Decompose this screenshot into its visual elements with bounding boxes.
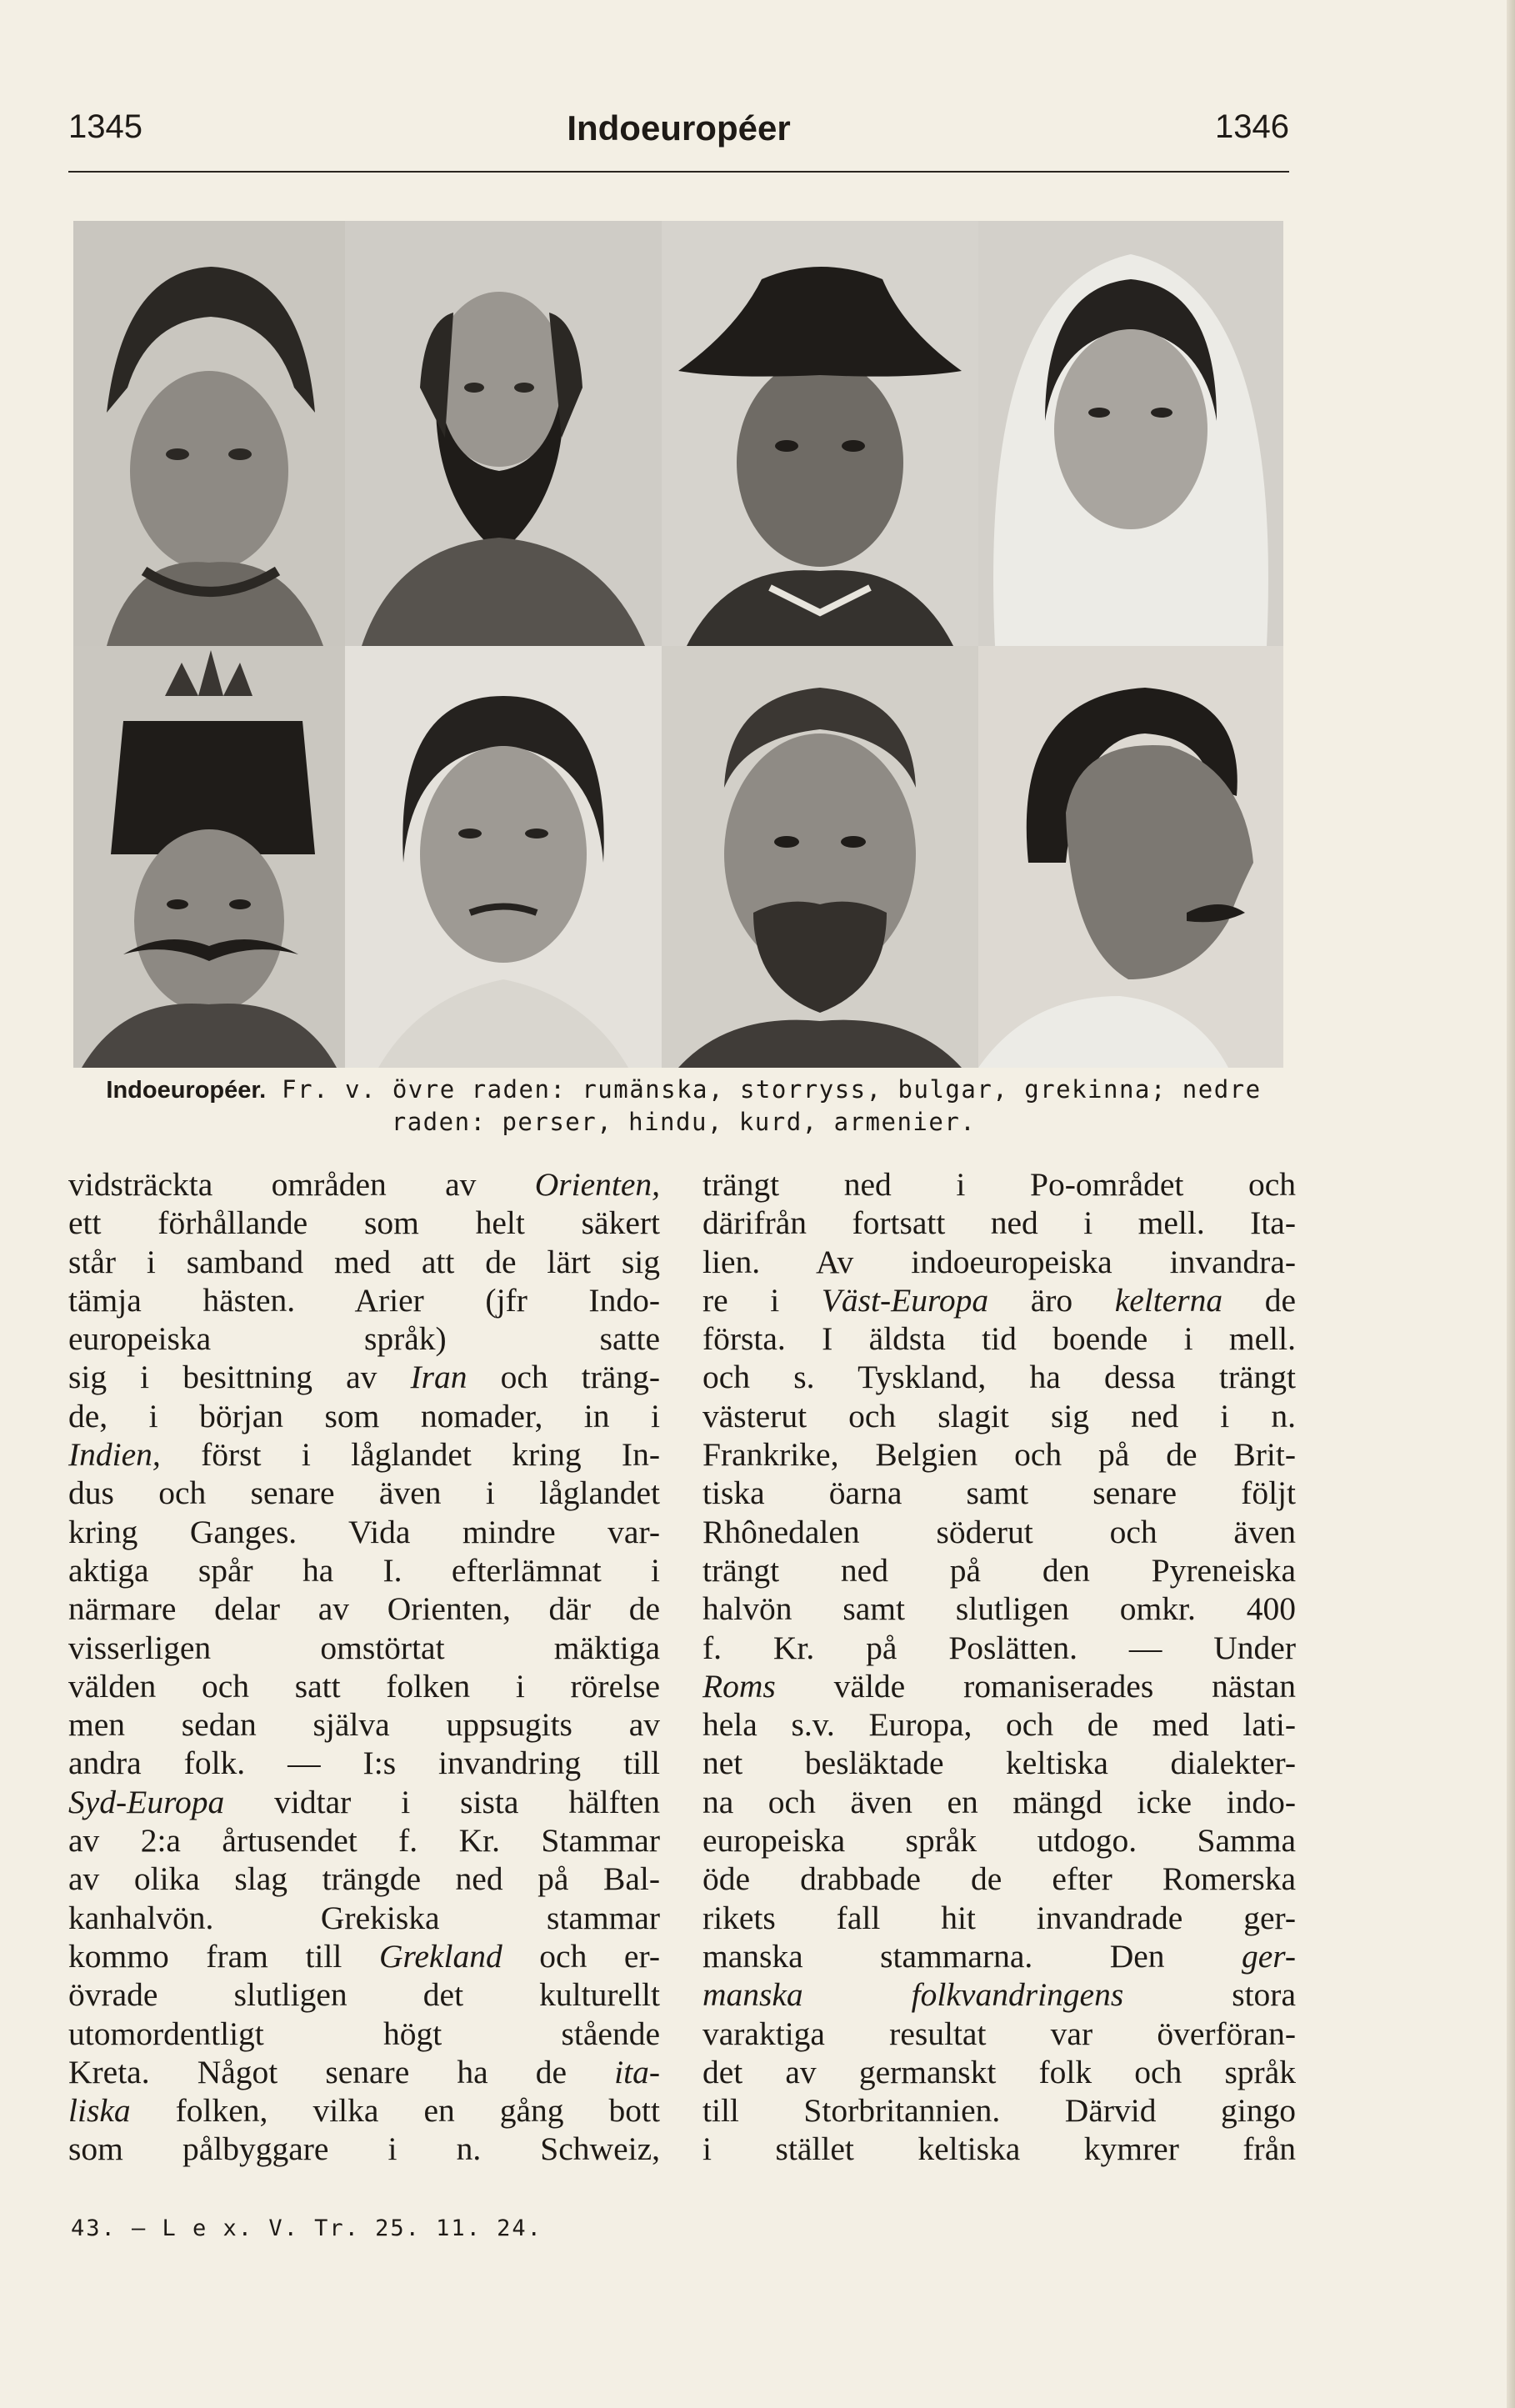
text-run: de xyxy=(1222,1281,1296,1319)
text-run: rikets fall hit invandrade ger- xyxy=(702,1899,1296,1936)
text-line xyxy=(68,1435,660,1474)
italic-term: ger- xyxy=(1241,1937,1296,1975)
page-title: Indoeuropéer xyxy=(567,108,791,148)
text-line xyxy=(702,1435,1296,1474)
portrait-photo-1 xyxy=(73,221,345,646)
text-run: kring Ganges. Vida mindre var- xyxy=(68,1513,660,1550)
text-line xyxy=(68,1899,660,1937)
text-line xyxy=(68,2091,660,2130)
text-line xyxy=(702,1899,1296,1937)
page-number-right: 1346 xyxy=(1215,108,1289,145)
caption-line-2: raden: perser, hindu, kurd, armenier. xyxy=(391,1108,977,1136)
text-line xyxy=(68,1474,660,1512)
text-run: visserligen omstörtat mäktiga xyxy=(68,1629,660,1666)
text-run: ett förhållande som helt säkert xyxy=(68,1204,660,1242)
text-run: andra folk. — I:s invandring till xyxy=(68,1745,660,1782)
text-run: öde drabbade de efter Romerska xyxy=(702,1860,1296,1898)
text-run: Rhônedalen söderut och även xyxy=(702,1513,1296,1550)
text-line xyxy=(702,1474,1296,1512)
text-run: lien. Av indoeuropeiska invandra- xyxy=(702,1243,1296,1280)
text-run: stora xyxy=(1123,1976,1296,2014)
text-run: aktiga spår ha I. efterlämnat i xyxy=(68,1551,660,1589)
text-line xyxy=(702,1629,1296,1667)
text-line xyxy=(68,1705,660,1744)
text-line xyxy=(702,1667,1296,1705)
text-line xyxy=(68,1975,660,2014)
text-line xyxy=(68,1319,660,1358)
text-line xyxy=(702,1821,1296,1860)
page-number-left: 1345 xyxy=(68,108,142,145)
text-run: na och även en mängd icke indo- xyxy=(702,1783,1296,1820)
italic-term: Grekland xyxy=(378,1937,502,1975)
text-run: närmare delar av Orienten, där de xyxy=(68,1590,660,1628)
text-run: trängt ned i Po-området och xyxy=(702,1166,1296,1203)
text-run: europeiska språk utdogo. Samma xyxy=(702,1822,1296,1860)
portrait-photo-8 xyxy=(978,646,1283,1068)
text-line xyxy=(68,1551,660,1589)
portrait-photo-4 xyxy=(978,221,1283,646)
text-run: sig i besittning av xyxy=(68,1359,411,1396)
text-line xyxy=(702,1937,1296,1975)
text-line xyxy=(68,1744,660,1782)
text-line xyxy=(68,2053,660,2091)
text-line xyxy=(68,1243,660,1281)
portrait-photo-3 xyxy=(662,221,978,646)
text-run: det av germanskt folk och språk xyxy=(702,2053,1296,2090)
text-line xyxy=(68,1589,660,1628)
text-line xyxy=(68,1397,660,1435)
text-run: välden och satt folken i rörelse xyxy=(68,1667,660,1705)
text-run: därifrån fortsatt ned i mell. Ita- xyxy=(702,1204,1296,1242)
italic-term: kelterna xyxy=(1114,1281,1223,1319)
portrait-photo-6 xyxy=(345,646,662,1068)
text-run: först i låglandet kring In- xyxy=(160,1436,660,1474)
text-line xyxy=(702,2053,1296,2091)
text-line xyxy=(702,1975,1296,2014)
text-line xyxy=(702,1165,1296,1204)
text-run: och s. Tyskland, ha dessa trängt xyxy=(702,1359,1296,1396)
text-line xyxy=(68,2130,660,2168)
caption-line-1: Fr. v. övre raden: rumänska, storryss, bulgar, grekinna; nedre xyxy=(266,1075,1262,1104)
italic-term: Indien, xyxy=(68,1436,161,1474)
italic-term: Väst-Europa xyxy=(821,1281,989,1319)
text-run: dus och senare även i låglandet xyxy=(68,1474,660,1512)
text-run: f. Kr. på Poslätten. — Under xyxy=(702,1629,1296,1666)
text-line xyxy=(702,1281,1296,1319)
text-run: tämja hästen. Arier (jfr Indo- xyxy=(68,1281,660,1319)
text-run: kanhalvön. Grekiska stammar xyxy=(68,1899,660,1936)
text-run: folken, vilka en gång bott xyxy=(130,2092,660,2130)
text-run: de, i början som nomader, in i xyxy=(68,1397,660,1434)
text-run: trängt ned på den Pyreneiska xyxy=(702,1551,1296,1589)
portrait-photo-5 xyxy=(73,646,345,1068)
text-line xyxy=(702,1551,1296,1589)
text-line xyxy=(702,1783,1296,1821)
italic-term: ita- xyxy=(614,2053,660,2090)
portrait-figure xyxy=(73,221,1283,1068)
text-run: net besläktade keltiska dialekter- xyxy=(702,1745,1296,1782)
text-line xyxy=(702,2130,1296,2168)
italic-term: Iran xyxy=(410,1359,468,1396)
text-run: halvön samt slutligen omkr. 400 xyxy=(702,1590,1296,1628)
text-run: och träng- xyxy=(467,1359,660,1396)
text-run: vidsträckta områden av xyxy=(68,1166,535,1203)
text-line xyxy=(702,1705,1296,1744)
text-column-left xyxy=(68,1165,660,2169)
text-run: men sedan själva uppsugits av xyxy=(68,1706,660,1744)
text-line xyxy=(68,1937,660,1975)
text-line xyxy=(68,1281,660,1319)
caption-lead: Indoeuropéer. xyxy=(106,1077,267,1104)
text-line xyxy=(68,1821,660,1860)
text-line xyxy=(702,1243,1296,1281)
text-run: tiska öarna samt senare följt xyxy=(702,1474,1296,1512)
text-line xyxy=(68,1358,660,1396)
text-run: re i xyxy=(702,1281,822,1319)
text-run: övrade slutligen det kulturellt xyxy=(68,1976,660,2014)
text-line xyxy=(702,1589,1296,1628)
text-line xyxy=(702,1319,1296,1358)
text-run: första. I äldsta tid boende i mell. xyxy=(702,1320,1296,1358)
text-run: hela s.v. Europa, och de med lati- xyxy=(702,1706,1296,1744)
text-run: utomordentligt högt stående xyxy=(68,2015,660,2052)
text-line xyxy=(702,2091,1296,2130)
text-run: välde romaniserades nästan xyxy=(775,1667,1296,1705)
text-run: i stället keltiska kymrer från xyxy=(702,2130,1296,2168)
text-line xyxy=(702,1513,1296,1551)
running-header xyxy=(68,108,1289,158)
text-line xyxy=(68,1165,660,1204)
italic-term: Syd-Europa xyxy=(68,1783,225,1820)
text-line xyxy=(68,1513,660,1551)
text-run: vidtar i sista hälften xyxy=(224,1783,660,1820)
text-column-right xyxy=(702,1165,1296,2169)
text-line xyxy=(702,1358,1296,1396)
text-run: Frankrike, Belgien och på de Brit- xyxy=(702,1436,1296,1474)
italic-term: Orienten, xyxy=(534,1166,660,1203)
text-line xyxy=(68,1860,660,1898)
text-run: europeiska språk) satte xyxy=(68,1320,660,1358)
printer-footer: 43. — L e x. V. Tr. 25. 11. 24. xyxy=(71,2215,542,2241)
text-line xyxy=(68,1629,660,1667)
text-line xyxy=(702,1204,1296,1242)
text-run: står i samband med att de lärt sig xyxy=(68,1243,660,1280)
text-run: äro xyxy=(988,1281,1115,1319)
header-rule xyxy=(68,171,1289,173)
italic-term: Roms xyxy=(702,1667,776,1705)
text-line xyxy=(68,1204,660,1242)
text-line xyxy=(68,2015,660,2053)
figure-caption xyxy=(73,1074,1294,1138)
portrait-photo-2 xyxy=(345,221,662,646)
text-run: som pålbyggare i n. Schweiz, xyxy=(68,2130,660,2168)
page-edge xyxy=(1507,0,1515,2408)
text-run: av 2:a årtusendet f. Kr. Stammar xyxy=(68,1822,660,1860)
text-run: kommo fram till xyxy=(68,1937,379,1975)
text-line xyxy=(68,1783,660,1821)
text-run: manska stammarna. Den xyxy=(702,1937,1242,1975)
text-run: Kreta. Något senare ha de xyxy=(68,2053,615,2090)
text-run: västerut och slagit sig ned i n. xyxy=(702,1397,1296,1434)
text-run: av olika slag trängde ned på Bal- xyxy=(68,1860,660,1898)
text-run: och er- xyxy=(502,1937,660,1975)
text-line xyxy=(702,1744,1296,1782)
italic-term: manska folkvandringens xyxy=(702,1976,1124,2014)
text-line xyxy=(702,2015,1296,2053)
text-line xyxy=(68,1667,660,1705)
text-line xyxy=(702,1860,1296,1898)
italic-term: liska xyxy=(68,2092,131,2130)
portrait-photo-7 xyxy=(662,646,978,1068)
text-line xyxy=(702,1397,1296,1435)
text-run: varaktiga resultat var överföran- xyxy=(702,2015,1296,2052)
text-run: till Storbritannien. Därvid gingo xyxy=(702,2092,1296,2130)
